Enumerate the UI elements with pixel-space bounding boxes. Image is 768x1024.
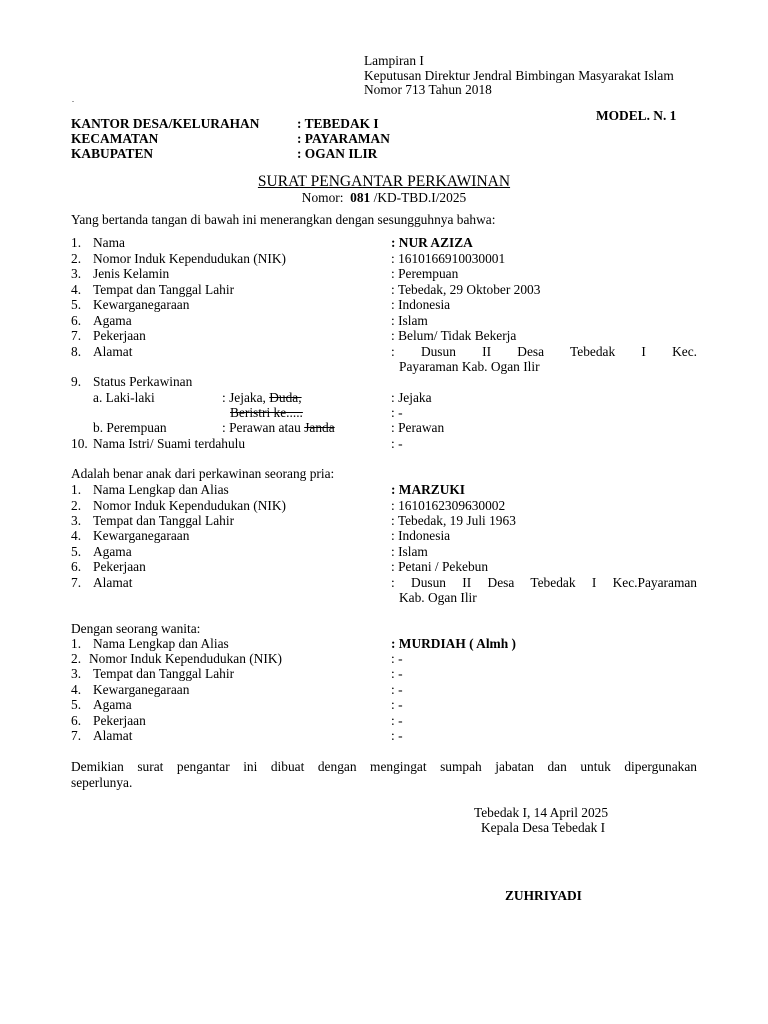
status-female-options — [222, 420, 335, 435]
status-female-value: : Perawan — [391, 420, 445, 435]
subject-num-6: 6. — [71, 313, 82, 328]
mother-num-3: 3. — [71, 666, 82, 681]
father-num-6: 6. — [71, 559, 82, 574]
mother-value-4: : - — [391, 682, 403, 697]
mother-value-5: : - — [391, 697, 403, 712]
lampiran-line-3: Nomor 713 Tahun 2018 — [364, 82, 492, 97]
mother-label-2: Nomor Induk Kependudukan (NIK) — [89, 651, 283, 666]
mother-num-7: 7. — [71, 728, 82, 743]
mother-value-2: : - — [391, 651, 403, 666]
subject-value-5: : Indonesia — [391, 297, 451, 312]
status-male-options — [222, 390, 302, 405]
subject-label-2: Nomor Induk Kependudukan (NIK) — [93, 251, 287, 266]
subject-label-7: Pekerjaan — [93, 328, 146, 343]
subject-value-6: : Islam — [391, 313, 428, 328]
father-value-2: : 1610162309630002 — [391, 498, 506, 513]
father-value-7-line2: Kab. Ogan Ilir — [399, 590, 477, 605]
father-value-7: : Dusun II Desa Tebedak I Kec.Payaraman — [391, 575, 697, 590]
signature-position: Kepala Desa Tebedak I — [481, 820, 606, 835]
father-num-4: 4. — [71, 528, 82, 543]
signature-name: ZUHRIYADI — [505, 888, 582, 903]
father-label-4: Kewarganegaraan — [93, 528, 190, 543]
subject-num-4: 4. — [71, 282, 82, 297]
father-value-4: : Indonesia — [391, 528, 451, 543]
nomor-suffix: /KD-TBD.I/2025 — [373, 190, 467, 205]
mother-num-5: 5. — [71, 697, 82, 712]
status-female-label: b. Perempuan — [93, 420, 167, 435]
status-female-option-janda: Janda — [304, 420, 335, 435]
father-intro: Adalah benar anak dari perkawinan seorang pria: — [71, 466, 335, 481]
subject-label-6: Agama — [93, 313, 132, 328]
status-male-label: a. Laki-laki — [93, 390, 155, 405]
mother-num-6: 6. — [71, 713, 82, 728]
subject-value-1: : NUR AZIZA — [391, 235, 473, 250]
model-label: MODEL. N. 1 — [596, 108, 677, 123]
subject-num-8: 8. — [71, 344, 82, 359]
father-label-2: Nomor Induk Kependudukan (NIK) — [93, 498, 287, 513]
kabupaten-value: : OGAN ILIR — [297, 146, 378, 161]
mother-value-7: : - — [391, 728, 403, 743]
nomor-number: 081 — [350, 190, 371, 205]
mother-label-3: Tempat dan Tanggal Lahir — [93, 666, 235, 681]
subject-value-4: : Tebedak, 29 Oktober 2003 — [391, 282, 541, 297]
status-male-option-duda: Duda, — [269, 390, 302, 405]
status-num: 9. — [71, 374, 82, 389]
mother-label-5: Agama — [93, 697, 132, 712]
father-num-3: 3. — [71, 513, 82, 528]
father-num-5: 5. — [71, 544, 82, 559]
subject-label-5: Kewarganegaraan — [93, 297, 190, 312]
subject-num-3: 3. — [71, 266, 82, 281]
mother-intro: Dengan seorang wanita: — [71, 621, 201, 636]
subject-value-8-line2: Payaraman Kab. Ogan Ilir — [399, 359, 540, 374]
subject-label-8: Alamat — [93, 344, 133, 359]
item10-value: : - — [391, 436, 403, 451]
subject-value-7: : Belum/ Tidak Bekerja — [391, 328, 517, 343]
kabupaten-label: KABUPATEN — [71, 146, 154, 161]
subject-num-2: 2. — [71, 251, 82, 266]
status-female-option-perawan: : Perawan atau — [222, 420, 301, 435]
nomor-prefix: Nomor: — [301, 190, 344, 205]
dot-mark: . — [72, 95, 74, 104]
father-num-2: 2. — [71, 498, 82, 513]
mother-num-2: 2. — [71, 651, 82, 666]
status-male-value: : Jejaka — [391, 390, 432, 405]
item10-label: Nama Istri/ Suami terdahulu — [93, 436, 246, 451]
father-label-7: Alamat — [93, 575, 133, 590]
mother-label-1: Nama Lengkap dan Alias — [93, 636, 229, 651]
mother-value-1: : MURDIAH ( Almh ) — [391, 636, 516, 651]
subject-num-5: 5. — [71, 297, 82, 312]
kantor-value: : TEBEDAK I — [297, 116, 379, 131]
mother-label-6: Pekerjaan — [93, 713, 146, 728]
document-title: SURAT PENGANTAR PERKAWINAN — [257, 173, 511, 190]
subject-label-3: Jenis Kelamin — [93, 266, 170, 281]
closing-line-1: Demikian surat pengantar ini dibuat dengan mengingat sumpah jabatan dan untuk dipergunakan — [71, 759, 697, 774]
mother-value-6: : - — [391, 713, 403, 728]
mother-num-1: 1. — [71, 636, 82, 651]
father-value-6: : Petani / Pekebun — [391, 559, 489, 574]
father-num-1: 1. — [71, 482, 82, 497]
lampiran-line-1: Lampiran I — [364, 53, 424, 68]
subject-value-8: : Dusun II Desa Tebedak I Kec. — [391, 344, 697, 359]
father-value-3: : Tebedak, 19 Juli 1963 — [391, 513, 516, 528]
document-number — [0, 190, 768, 205]
father-label-6: Pekerjaan — [93, 559, 146, 574]
kecamatan-label: KECAMATAN — [71, 131, 159, 146]
item10-num: 10. — [71, 436, 88, 451]
mother-value-3: : - — [391, 666, 403, 681]
status-male-option-jejaka: : Jejaka, — [222, 390, 266, 405]
status-male-option-beristri: Beristri ke..... — [230, 405, 303, 420]
subject-num-7: 7. — [71, 328, 82, 343]
mother-num-4: 4. — [71, 682, 82, 697]
status-male-value-2: : - — [391, 405, 403, 420]
father-label-1: Nama Lengkap dan Alias — [93, 482, 229, 497]
father-label-5: Agama — [93, 544, 132, 559]
kantor-label: KANTOR DESA/KELURAHAN — [71, 116, 260, 131]
closing-line-2: seperlunya. — [71, 775, 133, 790]
father-label-3: Tempat dan Tanggal Lahir — [93, 513, 235, 528]
subject-value-2: : 1610166910030001 — [391, 251, 506, 266]
father-value-1: : MARZUKI — [391, 482, 466, 497]
subject-value-3: : Perempuan — [391, 266, 459, 281]
father-num-7: 7. — [71, 575, 82, 590]
intro-text: Yang bertanda tangan di bawah ini menerangkan dengan sesungguhnya bahwa: — [71, 212, 496, 227]
kecamatan-value: : PAYARAMAN — [297, 131, 390, 146]
subject-label-4: Tempat dan Tanggal Lahir — [93, 282, 235, 297]
subject-label-1: Nama — [93, 235, 125, 250]
mother-label-7: Alamat — [93, 728, 133, 743]
status-label: Status Perkawinan — [93, 374, 193, 389]
signature-place-date: Tebedak I, 14 April 2025 — [474, 805, 609, 820]
father-value-5: : Islam — [391, 544, 428, 559]
mother-label-4: Kewarganegaraan — [93, 682, 190, 697]
lampiran-line-2: Keputusan Direktur Jendral Bimbingan Masyarakat Islam — [364, 68, 674, 83]
subject-num-1: 1. — [71, 235, 82, 250]
